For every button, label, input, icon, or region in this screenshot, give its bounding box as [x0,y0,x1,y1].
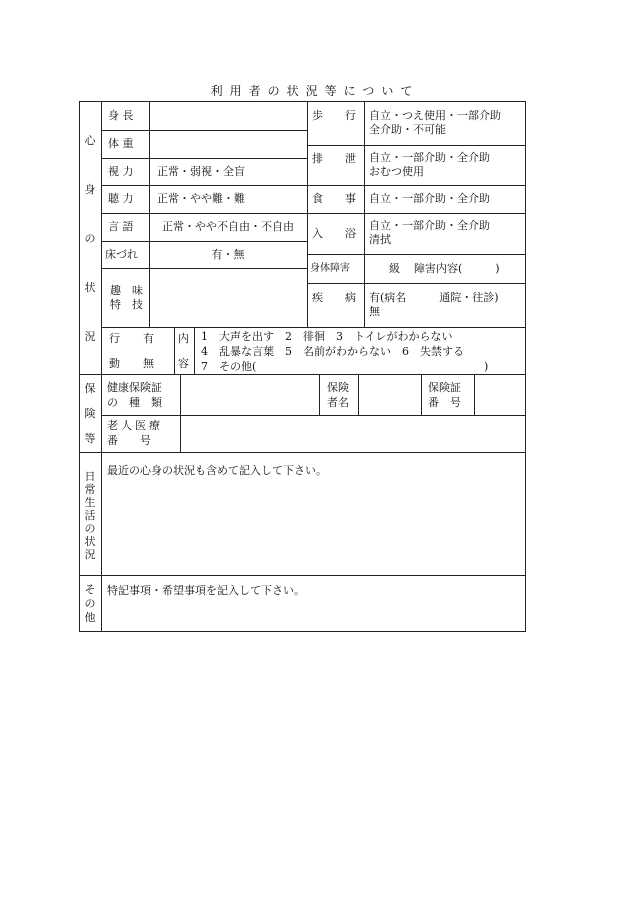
walking-label: 歩 行 [312,109,356,122]
excretion-label: 排 泄 [312,152,356,165]
excretion-line1: 自立・一部介助・全介助 [369,151,490,164]
elderly-medical-label: 老人医療 [107,419,163,432]
section-body-char: 身 [84,183,96,196]
behavior-option-line2: 4 乱暴な言葉 5 名前がわからない 6 失禁する [201,345,464,358]
user-status-form [79,101,526,632]
insurer-name-label: 保険 [327,381,349,394]
behavior-label: 行 [109,332,120,345]
bedsore-label: 床づれ [105,248,138,261]
row-line [101,268,307,269]
insurance-border [319,374,320,415]
hobby-label: 趣 味 [110,284,143,297]
insurer-name-label: 者名 [327,396,349,409]
section-other-char: そ [84,583,96,596]
content-label: 容 [178,357,189,370]
page-title: 利用者の状況等について [210,84,420,98]
section-insurance-char: 険 [84,407,96,420]
insurance-border [180,374,181,452]
row-line [101,327,526,328]
behavior-option-line3: 7 その他( [201,360,257,373]
row-line [307,145,526,146]
card-number-label: 番 号 [428,396,461,409]
speech-options: 正常・やや不自由・不自由 [162,220,294,233]
row-line [307,254,526,255]
disability-label: 身体障害 [310,263,350,274]
hearing-label: 聴 力 [108,192,134,205]
illness-line2: 無 [369,305,380,318]
divider-daily-other [79,575,526,576]
health-insurance-type-label: の 種 類 [107,396,162,409]
section-body-char: の [84,232,96,245]
insurance-border [474,374,475,415]
weight-label: 体 重 [108,137,134,150]
elderly-medical-label: 番 号 [107,434,151,447]
skill-label: 特 技 [110,298,143,311]
health-insurance-type-label: 健康保険証 [107,381,162,394]
center-border [307,101,308,327]
insurance-border [358,374,359,415]
insurance-row-line [101,415,526,416]
left-label-border [149,101,150,327]
row-line [101,241,307,242]
row-line [101,158,307,159]
section-other-char: 他 [84,611,96,624]
row-line [307,185,526,186]
other-note: 特記事項・希望事項を記入して下さい。 [107,584,305,597]
divider-insurance-daily [79,452,526,453]
row-line [307,283,526,284]
daily-life-note: 最近の心身の状況も含めて記入して下さい。 [107,464,327,477]
vision-label: 視 力 [108,165,134,178]
bedsore-options: 有・無 [211,248,245,261]
excretion-line2: おむつ使用 [369,165,424,178]
divider-body-insurance [79,374,526,375]
hearing-options: 正常・やや難・難 [157,192,245,205]
insurance-border [421,374,422,415]
meal-options: 自立・一部介助・全介助 [369,192,490,205]
row-line [101,130,307,131]
behavior-option-line3-end: ) [484,360,489,373]
bath-line1: 自立・一部介助・全介助 [369,219,490,232]
behavior-option-line1: 1 大声を出す 2 徘徊 3 トイレがわからない [201,330,453,343]
meal-label: 食 事 [312,192,356,205]
illness-label: 疾 病 [312,291,356,304]
right-label-border [364,101,365,327]
behavior-has: 有 [143,332,154,345]
section-daily-life: 日常生活の状況 [84,470,96,561]
behavior-label: 動 [109,357,120,370]
disability-grade: 級 [389,262,400,275]
behavior-none: 無 [143,357,154,370]
vision-options: 正常・弱視・全盲 [157,165,245,178]
speech-label: 言 語 [108,220,134,233]
section-other-char: の [84,597,96,610]
walking-line2: 全介助・不可能 [369,123,446,136]
bath-line2: 清拭 [369,233,391,246]
section-body-char: 心 [84,134,96,147]
bath-label: 入 浴 [312,227,356,240]
behavior-border [174,327,175,374]
section-body-char: 況 [84,330,96,343]
content-label: 内 [178,332,189,345]
section-insurance-char: 等 [84,432,96,445]
card-number-label: 保険証 [428,381,461,394]
row-line [101,185,307,186]
row-line [101,213,307,214]
illness-line1: 有(病名 通院・往診) [369,291,499,304]
section-label-border [101,101,102,632]
walking-line1: 自立・つえ使用・一部介助 [369,109,501,122]
section-body-char: 状 [84,281,96,294]
height-label: 身 長 [108,109,134,122]
disability-detail: 障害内容( ) [414,262,500,275]
section-insurance-char: 保 [84,382,96,395]
behavior-border [194,327,195,374]
row-line [307,213,526,214]
